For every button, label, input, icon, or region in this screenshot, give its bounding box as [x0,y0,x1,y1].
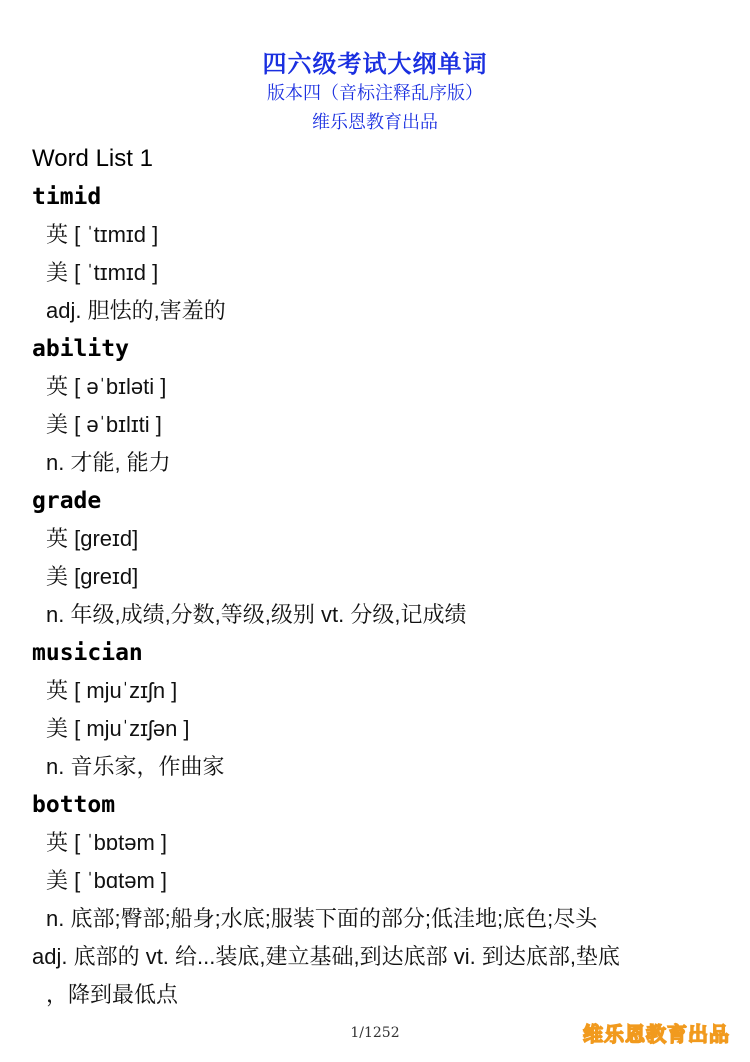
us-phonetic: 美 [ ˈtɪmɪd ] [46,260,159,285]
word-list-heading: Word List 1 [32,145,153,172]
uk-phonetic: 英 [greɪd] [46,526,139,551]
definition: n. 音乐家，作曲家 [46,754,225,779]
definition: n. 底部;臀部;船身;水底;服装下面的部分;低洼地;底色;尽头 [46,906,598,931]
word-entry [32,786,732,1014]
uk-phonetic: 英 [ ˈtɪmɪd ] [46,222,159,247]
us-phonetic: 美 [greɪd] [46,564,139,589]
us-phonetic: 美 [ ˈbɑtəm ] [46,868,168,893]
page-number: 1/1252 [350,1025,400,1041]
publisher-watermark: 维乐恩教育出品 [583,1024,730,1046]
uk-phonetic: 英 [ əˈbɪləti ] [46,374,167,399]
headword: musician [32,640,143,666]
headword: timid [32,184,102,210]
word-entry [32,330,732,482]
document-title: 四六级考试大纲单词 [262,51,488,78]
word-entry [32,178,732,330]
definition: n. 年级,成绩,分数,等级,级别 vt. 分级,记成绩 [46,602,467,627]
publisher-line: 维乐恩教育出品 [312,112,438,132]
definition: adj. 胆怯的,害羞的 [46,298,226,323]
us-phonetic: 美 [ mjuˈzɪʃən ] [46,716,190,741]
word-entry [32,634,732,786]
headword: ability [32,336,129,362]
uk-phonetic: 英 [ mjuˈzɪʃn ] [46,678,178,703]
headword: grade [32,488,102,514]
us-phonetic: 美 [ əˈbɪlɪti ] [46,412,162,437]
definition-continued: adj. 底部的 vt. 给...装底,建立基础,到达底部 vi. 到达底部,垫底 [32,944,620,969]
headword: bottom [32,792,116,818]
word-entry [32,482,732,634]
definition-continued: ，降到最低点 [46,982,179,1007]
uk-phonetic: 英 [ ˈbɒtəm ] [46,830,168,855]
word-list [32,140,732,1014]
definition: n. 才能, 能力 [46,450,171,475]
document-subtitle: 版本四（音标注释乱序版） [267,83,483,103]
